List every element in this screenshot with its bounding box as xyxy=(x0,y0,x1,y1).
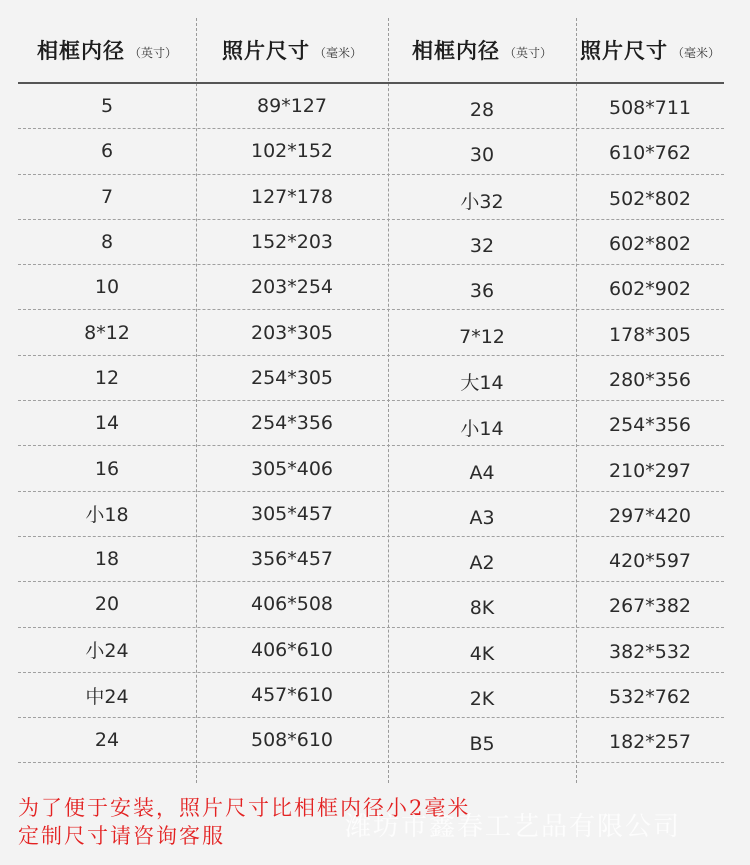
header-frame-size-a xyxy=(18,18,196,82)
frame-size-cell: 28 xyxy=(469,99,495,122)
frame-size-cell: A2 xyxy=(469,552,495,575)
header-label: 相框内径 xyxy=(411,39,500,63)
photo-size-cell: 182*257 xyxy=(608,731,692,754)
frame-size-cell: 8K xyxy=(469,597,495,620)
photo-size-cell: 280*356 xyxy=(608,368,692,391)
header-unit: （毫米） xyxy=(313,45,362,60)
photo-size-cell: 532*762 xyxy=(608,686,692,708)
photo-size-cell: 305*406 xyxy=(250,457,334,480)
photo-size-cell: 602*902 xyxy=(608,278,692,301)
table-row xyxy=(18,265,724,310)
photo-size-cell: 178*305 xyxy=(608,323,692,346)
photo-size-cell: 406*508 xyxy=(250,593,334,616)
photo-size-cell: 89*127 xyxy=(257,95,327,118)
table-row xyxy=(18,84,724,129)
photo-size-cell: 203*305 xyxy=(250,321,334,344)
photo-size-cell: 508*610 xyxy=(250,729,334,752)
frame-size-cell: 5 xyxy=(100,95,114,118)
photo-size-cell: 382*532 xyxy=(608,640,692,663)
photo-size-cell: 602*802 xyxy=(608,233,692,256)
header-frame-size-b xyxy=(388,18,576,82)
frame-size-cell: 10 xyxy=(94,276,120,299)
frame-size-cell: 小18 xyxy=(85,504,129,527)
frame-size-cell: 20 xyxy=(94,593,120,616)
photo-size-cell: 254*356 xyxy=(250,412,334,435)
photo-size-cell: 152*203 xyxy=(250,231,334,254)
table-row xyxy=(18,582,724,627)
frame-size-cell: 12 xyxy=(94,366,120,389)
frame-size-cell: 2K xyxy=(469,688,495,710)
frame-size-cell: 36 xyxy=(469,280,495,303)
frame-size-cell: 小14 xyxy=(460,417,504,440)
header-unit: （毫米） xyxy=(671,45,720,60)
table-row xyxy=(18,492,724,537)
header-label: 照片尺寸 xyxy=(579,39,668,63)
table-row xyxy=(18,628,724,673)
table-row xyxy=(18,673,724,718)
frame-size-cell: 30 xyxy=(469,144,495,167)
header-unit: （英寸） xyxy=(128,45,177,60)
frame-size-cell: 24 xyxy=(94,729,120,752)
table-row xyxy=(18,310,724,355)
photo-size-cell: 356*457 xyxy=(250,548,334,571)
photo-size-cell: 420*597 xyxy=(608,550,692,573)
header-label: 照片尺寸 xyxy=(221,39,310,63)
frame-size-cell: 8 xyxy=(100,231,114,254)
table-row xyxy=(18,356,724,401)
frame-size-cell: A4 xyxy=(469,461,495,484)
photo-size-cell: 610*762 xyxy=(608,142,692,165)
frame-size-cell: 大14 xyxy=(460,372,504,395)
photo-size-cell: 254*356 xyxy=(608,414,692,437)
photo-size-cell: 102*152 xyxy=(250,140,334,163)
table-row xyxy=(18,446,724,491)
frame-size-cell: B5 xyxy=(469,733,495,756)
frame-size-cell: 小24 xyxy=(85,640,129,663)
frame-size-cell: 32 xyxy=(469,235,495,258)
frame-size-cell: 7 xyxy=(100,185,114,208)
company-watermark: 潍坊市鑫春工艺品有限公司 xyxy=(345,812,682,842)
photo-size-cell: 210*297 xyxy=(608,459,692,482)
note-line-1: 为了便于安装，照片尺寸比相框内径小2毫米 xyxy=(18,796,471,820)
photo-size-cell: 297*420 xyxy=(608,504,692,527)
table-row xyxy=(18,401,724,446)
table-row xyxy=(18,129,724,174)
table-row xyxy=(18,537,724,582)
note-line-2: 定制尺寸请咨询客服 xyxy=(18,824,225,848)
photo-size-cell: 127*178 xyxy=(250,185,334,208)
table-body xyxy=(18,84,724,763)
photo-size-cell: 203*254 xyxy=(250,276,334,299)
table-row xyxy=(18,220,724,265)
frame-size-cell: 18 xyxy=(94,548,120,571)
frame-size-cell: 6 xyxy=(100,140,114,163)
frame-size-cell: 16 xyxy=(94,457,120,480)
frame-size-cell: 8*12 xyxy=(84,321,130,344)
frame-size-cell: 14 xyxy=(94,412,120,435)
frame-size-cell: 小32 xyxy=(460,191,504,214)
table-row xyxy=(18,718,724,763)
photo-size-cell: 508*711 xyxy=(608,97,692,120)
frame-size-cell: A3 xyxy=(469,506,495,529)
header-photo-size-a xyxy=(196,18,388,82)
frame-size-cell: 4K xyxy=(469,642,495,665)
header-photo-size-b xyxy=(576,18,724,82)
table-header xyxy=(18,18,724,82)
photo-size-cell: 502*802 xyxy=(608,187,692,210)
frame-size-cell: 7*12 xyxy=(459,325,505,348)
photo-size-cell: 267*382 xyxy=(608,595,692,618)
photo-size-cell: 305*457 xyxy=(250,502,334,525)
table-row xyxy=(18,175,724,220)
frame-size-cell: 中24 xyxy=(85,685,129,708)
photo-size-cell: 254*305 xyxy=(250,366,334,389)
header-label: 相框内径 xyxy=(36,39,125,63)
header-unit: （英寸） xyxy=(503,45,552,60)
photo-size-cell: 457*610 xyxy=(250,684,334,706)
photo-size-cell: 406*610 xyxy=(250,638,334,661)
